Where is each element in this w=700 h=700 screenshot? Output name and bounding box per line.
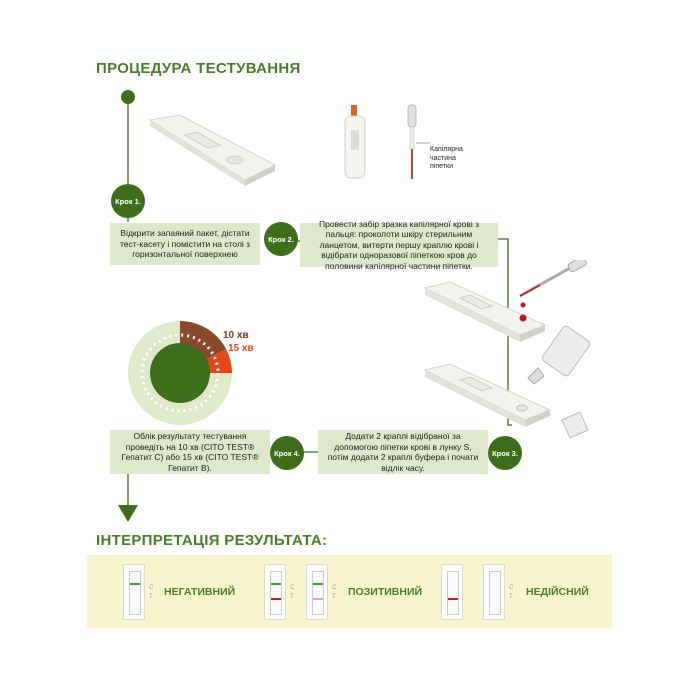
negative-strip — [123, 564, 145, 620]
invalid-label: НЕДІЙСНИЙ — [526, 586, 589, 598]
positive-ct-marks-1: C T — [290, 585, 295, 600]
start-dot — [121, 90, 135, 104]
pipette-capillary-label: Капілярна частина піпетки — [430, 146, 463, 170]
interpretation-title: ІНТЕРПРЕТАЦІЯ РЕЗУЛЬТАТА: — [96, 532, 328, 549]
invalid-ct-marks: C T — [509, 585, 514, 600]
page-title: ПРОЦЕДУРА ТЕСТУВАННЯ — [96, 60, 301, 77]
positive-strip-2 — [306, 564, 328, 620]
timer-10-label: 10 хв — [223, 330, 249, 341]
negative-label: НЕГАТИВНИЙ — [164, 586, 236, 598]
lancet-and-pipette-image — [335, 100, 445, 190]
step-1-badge: Крок 1. — [111, 184, 145, 218]
step-2-text: Провести забір зразка капілярної крові з пальця: проколоти шкіру стерильним ланцетом, витерти першу краплю крові і відібрати одноразової піпеткою кров до половини капілярної частини піпетки. — [300, 223, 498, 267]
step-3-badge: Крок 3. — [488, 436, 522, 470]
test-cassette-image — [140, 110, 280, 190]
positive-ct-marks-2: C T — [332, 585, 337, 600]
timer-15-label: 15 хв — [228, 343, 254, 354]
positive-strip-1 — [264, 564, 286, 620]
step-1-text: Відкрити запаяний пакет, дістати тест-касету і помістити на столі з горизонтальної поверхнею — [110, 223, 260, 265]
negative-ct-marks: C T — [149, 585, 154, 600]
step-2-badge: Крок 2. — [264, 222, 298, 256]
step-4-badge: Крок 4. — [270, 436, 304, 470]
step-3-text: Додати 2 краплі відібраної за допомогою піпетки крові в лунку S, потім додати 2 краплі буфера і почати відлік часу. — [318, 430, 488, 474]
step-4-text: Облік результату тестування проведіть на 10 хв (CITO TEST® Гепатит С) або 15 хв (CITO TEST® Гепатит В). — [110, 430, 270, 474]
positive-label: ПОЗИТИВНИЙ — [348, 586, 423, 598]
invalid-strip-2 — [483, 564, 505, 620]
invalid-strip-1 — [441, 564, 463, 620]
blood-drop-and-buffer-image — [420, 260, 600, 440]
